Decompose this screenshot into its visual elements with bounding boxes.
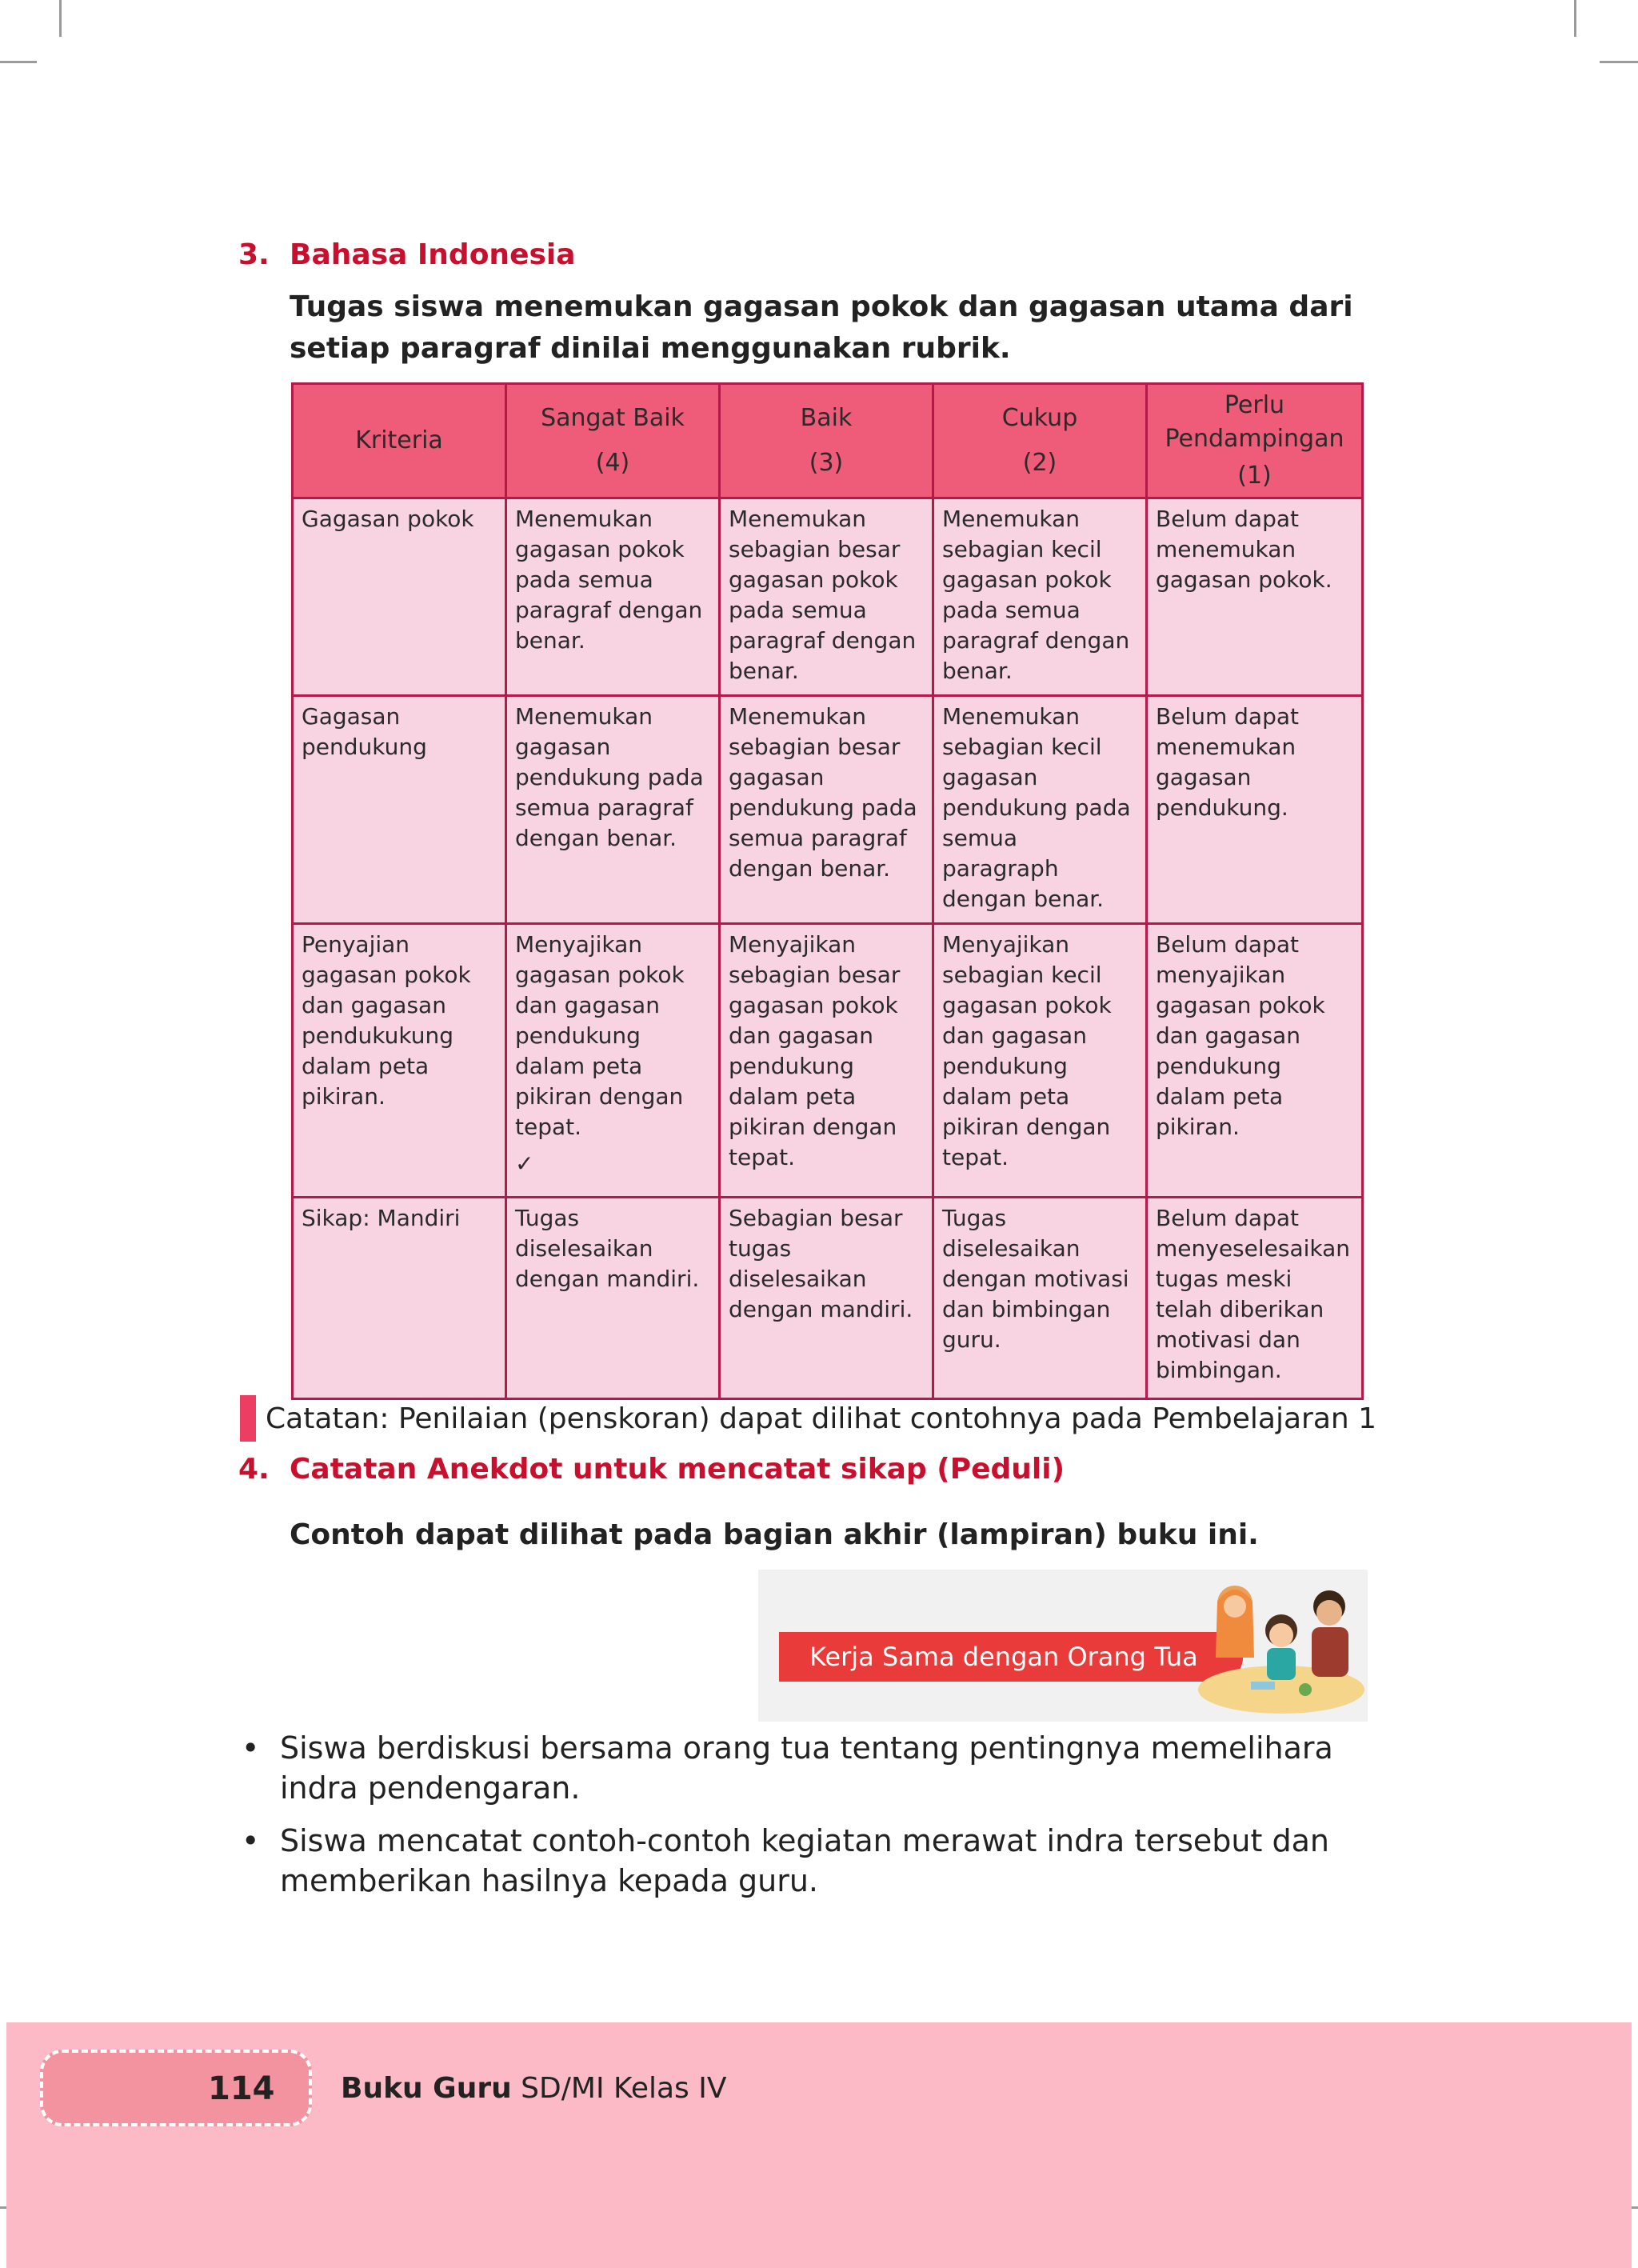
note-text: Catatan: Penilaian (penskoran) dapat dilihat contohnya pada Pembelajaran 1	[266, 1402, 1377, 1435]
criteria-cell: Gagasan pokok	[293, 498, 506, 696]
score-2-cell: Menemukan sebagian kecil gagasan pendukung pada semua paragraph dengan benar.	[933, 696, 1147, 924]
header-perlu-pendampingan	[1147, 384, 1363, 498]
assessment-note	[240, 1395, 1376, 1442]
header-label: Perlu Pendampingan	[1165, 391, 1344, 453]
criteria-cell: Sikap: Mandiri	[293, 1198, 506, 1399]
header-sangat-baik	[506, 384, 720, 498]
page-number: 114	[208, 2070, 275, 2107]
bullet-icon: •	[242, 1823, 260, 1858]
table-row	[293, 1198, 1363, 1399]
section-3-intro: Tugas siswa menemukan gagasan pokok dan gagasan utama dari setiap paragraf dinilai menggunakan rubrik.	[290, 290, 1353, 365]
book-title-bold: Buku Guru	[341, 2072, 512, 2105]
score-4-cell	[506, 924, 720, 1198]
header-score: (2)	[1022, 449, 1057, 477]
score-2-cell: Menemukan sebagian kecil gagasan pokok pada semua paragraf dengan benar.	[933, 498, 1147, 696]
section-number: 4.	[238, 1453, 270, 1486]
family-illustration-icon	[1185, 1570, 1368, 1722]
parent-activity-list	[238, 1728, 1374, 1914]
section-title: Catatan Anekdot untuk mencatat sikap (Peduli)	[290, 1453, 1065, 1486]
score-1-cell: Belum dapat menyeselesaikan tugas meski telah diberikan motivasi dan bimbingan.	[1147, 1198, 1363, 1399]
bullet-icon: •	[242, 1730, 260, 1766]
section-4-heading	[238, 1453, 1065, 1486]
crop-mark	[59, 0, 62, 37]
criteria-cell: Gagasan pendukung	[293, 696, 506, 924]
header-cukup	[933, 384, 1147, 498]
header-label: Baik	[800, 404, 853, 432]
criteria-cell: Penyajian gagasan pokok dan gagasan pendukukung dalam peta pikiran.	[293, 924, 506, 1198]
page-footer	[6, 2022, 1632, 2268]
score-3-cell: Menyajikan sebagian besar gagasan pokok dan gagasan pendukung dalam peta pikiran dengan tepat.	[720, 924, 933, 1198]
crop-mark	[1574, 0, 1576, 37]
book-title	[341, 2072, 726, 2105]
rubric-header-row	[293, 384, 1363, 498]
cell-text: Menyajikan gagasan pokok dan gagasan pendukung dalam peta pikiran dengan tepat.	[515, 931, 685, 1140]
header-label: Cukup	[1001, 404, 1078, 432]
book-title-rest: SD/MI Kelas IV	[511, 2072, 727, 2105]
table-row	[293, 498, 1363, 696]
section-4-text: Contoh dapat dilihat pada bagian akhir (lampiran) buku ini.	[290, 1518, 1259, 1551]
section-number: 3.	[238, 238, 270, 271]
header-score: (3)	[809, 449, 844, 477]
header-score: (4)	[595, 449, 630, 477]
note-accent-bar	[240, 1395, 256, 1442]
score-4-cell: Menemukan gagasan pendukung pada semua paragraf dengan benar.	[506, 696, 720, 924]
section-title: Bahasa Indonesia	[290, 238, 576, 271]
header-score: (1)	[1237, 462, 1272, 490]
section-3-heading	[238, 238, 576, 271]
score-1-cell: Belum dapat menyajikan gagasan pokok dan gagasan pendukung dalam peta pikiran.	[1147, 924, 1363, 1198]
score-3-cell: Sebagian besar tugas diselesaikan dengan mandiri.	[720, 1198, 933, 1399]
crop-mark	[0, 61, 37, 63]
score-1-cell: Belum dapat menemukan gagasan pokok.	[1147, 498, 1363, 696]
score-2-cell: Tugas diselesaikan dengan motivasi dan bimbingan guru.	[933, 1198, 1147, 1399]
score-4-cell: Menemukan gagasan pokok pada semua paragraf dengan benar.	[506, 498, 720, 696]
header-label: Sangat Baik	[541, 404, 685, 432]
list-item-text: Siswa mencatat contoh-contoh kegiatan merawat indra tersebut dan memberikan hasilnya kepada guru.	[280, 1823, 1329, 1898]
rubric-table	[291, 382, 1364, 1400]
parent-cooperation-banner	[758, 1570, 1368, 1722]
list-item	[238, 1821, 1374, 1901]
list-item	[238, 1728, 1374, 1808]
header-baik	[720, 384, 933, 498]
banner-label: Kerja Sama dengan Orang Tua	[779, 1632, 1243, 1682]
score-3-cell: Menemukan sebagian besar gagasan pendukung pada semua paragraf dengan benar.	[720, 696, 933, 924]
crop-mark	[1600, 61, 1638, 63]
header-criteria: Kriteria	[293, 384, 506, 498]
score-3-cell: Menemukan sebagian besar gagasan pokok pada semua paragraf dengan benar.	[720, 498, 933, 696]
list-item-text: Siswa berdiskusi bersama orang tua tentang pentingnya memelihara indra pendengaran.	[280, 1730, 1333, 1806]
score-4-cell: Tugas diselesaikan dengan mandiri.	[506, 1198, 720, 1399]
table-row	[293, 696, 1363, 924]
score-1-cell: Belum dapat menemukan gagasan pendukung.	[1147, 696, 1363, 924]
score-2-cell: Menyajikan sebagian kecil gagasan pokok dan gagasan pendukung dalam peta pikiran dengan tepat.	[933, 924, 1147, 1198]
checkmark-icon: ✓	[515, 1150, 534, 1177]
table-row	[293, 924, 1363, 1198]
